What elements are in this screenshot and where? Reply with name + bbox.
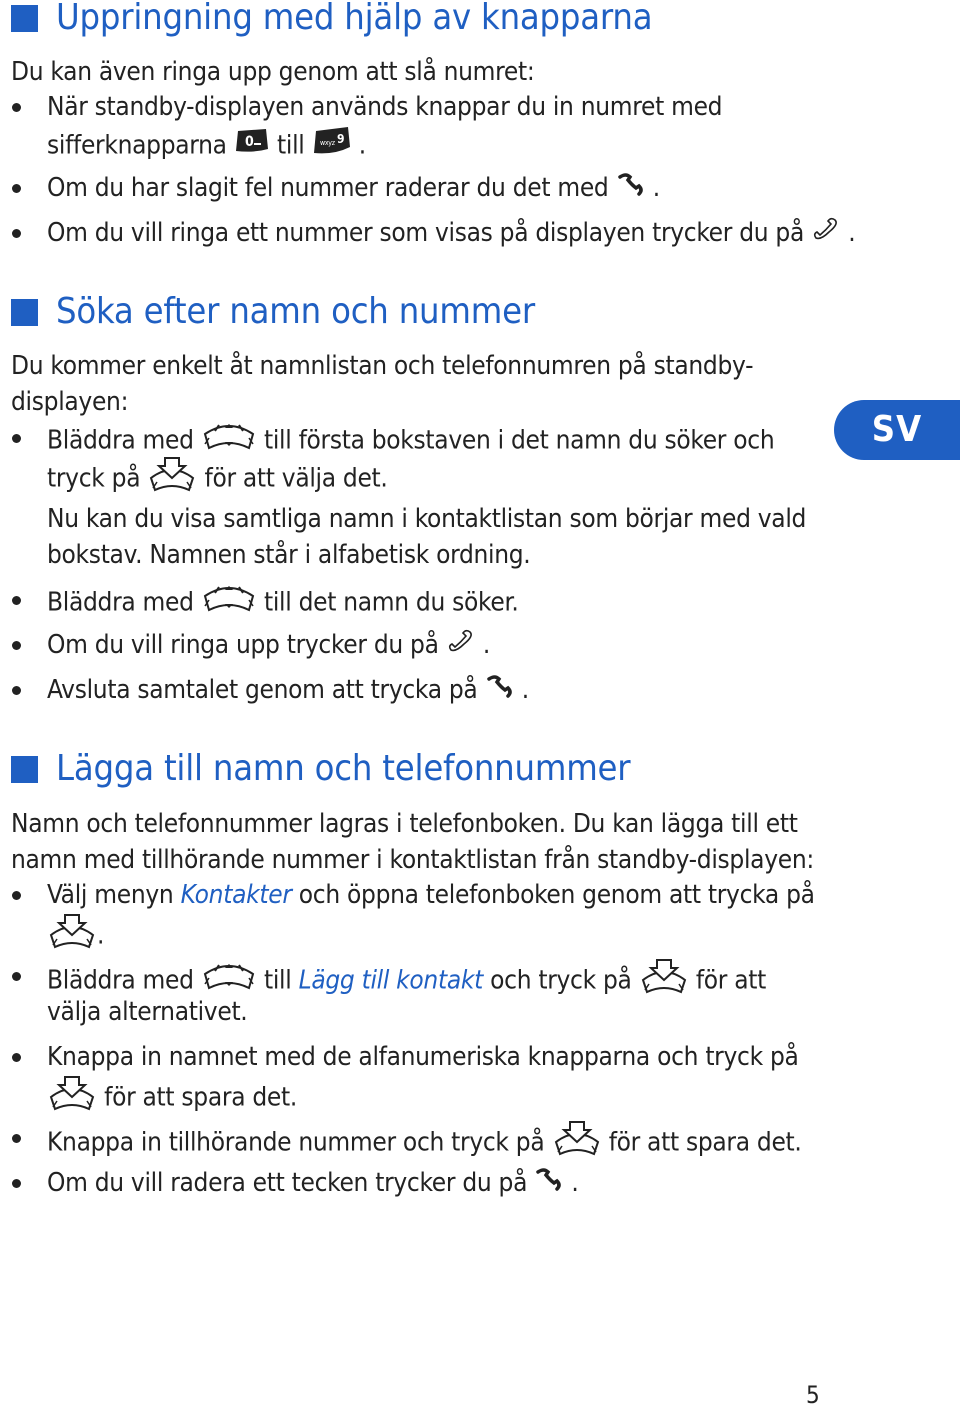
select-key-icon <box>552 1120 602 1166</box>
section3-bullet2-line2: välja alternativet. <box>47 997 248 1027</box>
scroll-key-icon <box>201 582 257 624</box>
end-call-key-icon <box>616 171 646 207</box>
end-call-key-icon <box>485 673 515 709</box>
section2-bullet2 <box>47 582 519 624</box>
text: Avsluta samtalet genom att trycka på <box>47 675 478 705</box>
bullet <box>12 596 21 605</box>
svg-text:0: 0 <box>244 134 254 150</box>
text: Bläddra med <box>47 425 194 456</box>
section2-para-line1: Nu kan du visa samtliga namn i kontaktlistan som börjar med vald <box>47 504 807 534</box>
section1-title: Uppringning med hjälp av knapparna <box>56 0 653 38</box>
language-tab-label: SV <box>871 409 923 450</box>
text: . <box>482 630 491 660</box>
page-number: 5 <box>806 1381 820 1409</box>
section2-para-line2: bokstav. Namnen står i alfabetisk ordning. <box>47 540 531 570</box>
text: tryck på <box>47 463 141 494</box>
section2-bullet1-line2 <box>47 456 388 502</box>
text: för att välja det. <box>204 463 388 494</box>
text: Om du vill ringa upp trycker du på <box>47 630 439 660</box>
text: . <box>848 218 856 248</box>
text: Välj menyn <box>47 880 174 910</box>
section1-bullet1-line2 <box>47 125 366 167</box>
section2-title: Söka efter namn och nummer <box>56 291 535 332</box>
bullet <box>12 103 21 112</box>
text: Om du vill ringa ett nummer som visas på displayen trycker du på <box>47 218 805 248</box>
text: till första bokstaven i det namn du söker och <box>263 425 775 456</box>
bullet <box>12 641 21 650</box>
section3-bullet1-line1 <box>47 877 815 913</box>
text: sifferknapparna <box>47 130 227 161</box>
bullet <box>12 1179 21 1188</box>
section3-bullet4 <box>47 1120 802 1166</box>
key-9-wxyz-icon <box>312 125 352 167</box>
bullet <box>12 1053 21 1062</box>
section-marker <box>11 5 38 32</box>
bullet <box>12 1134 21 1143</box>
section-marker <box>11 756 38 783</box>
text: Om du har slagit fel nummer raderar du det med <box>47 173 609 203</box>
call-key-icon <box>811 216 841 252</box>
section3-intro-line1: Namn och telefonnummer lagras i telefonboken. Du kan lägga till ett <box>11 809 798 839</box>
section3-bullet3-line1: Knappa in namnet med de alfanumeriska knapparna och tryck på <box>47 1042 799 1072</box>
text: . <box>652 173 660 203</box>
bullet <box>12 184 21 193</box>
section2-intro-line1: Du kommer enkelt åt namnlistan och telefonnumren på standby- <box>11 351 754 381</box>
text: Om du vill radera ett tecken trycker du på <box>47 1168 528 1198</box>
section1-bullet2 <box>47 170 660 207</box>
language-tab <box>834 400 960 460</box>
text: till <box>263 965 292 996</box>
section3-title: Lägga till namn och telefonnummer <box>56 748 631 789</box>
text: Knappa in tillhörande nummer och tryck på <box>47 1127 545 1158</box>
text: Bläddra med <box>47 587 194 618</box>
section2-bullet3 <box>47 627 490 664</box>
svg-text:wxyz: wxyz <box>319 139 335 147</box>
text: för att spara det. <box>608 1127 802 1158</box>
text: och öppna telefonboken genom att trycka på <box>298 880 815 910</box>
end-call-key-icon <box>534 1166 564 1202</box>
text: till <box>277 130 305 161</box>
section1-bullet1-line1: När standby-displayen används knappar du in numret med <box>47 92 723 122</box>
section1-intro: Du kan även ringa upp genom att slå numret: <box>11 57 535 87</box>
bullet <box>12 434 21 443</box>
section3-bullet3-line2 <box>47 1075 297 1121</box>
text: för att spara det. <box>104 1082 297 1113</box>
bullet <box>12 891 21 900</box>
text: för att <box>695 965 767 996</box>
bullet <box>12 972 21 981</box>
text: Bläddra med <box>47 965 194 996</box>
select-key-icon <box>639 958 689 1004</box>
text: till det namn du söker. <box>263 587 519 618</box>
select-key-icon <box>147 456 197 502</box>
section2-bullet4 <box>47 672 529 709</box>
text: och tryck på <box>490 965 632 996</box>
bullet <box>12 686 21 695</box>
text: . <box>571 1168 579 1198</box>
section1-bullet3 <box>47 215 855 252</box>
section2-intro-line2: displayen: <box>11 387 129 417</box>
section3-bullet1-line2 <box>47 913 104 959</box>
section3-bullet5 <box>47 1165 579 1202</box>
key-0-icon <box>234 127 270 165</box>
bullet <box>12 229 21 238</box>
select-key-icon <box>47 1075 97 1121</box>
menu-link-lagg-till-kontakt: Lägg till kontakt <box>298 965 483 996</box>
section-marker <box>11 299 38 326</box>
text: . <box>358 130 366 161</box>
svg-text:9: 9 <box>336 132 344 146</box>
text: . <box>521 675 529 705</box>
text: . <box>97 920 105 951</box>
menu-link-kontakter: Kontakter <box>180 880 292 910</box>
section3-intro-line2: namn med tillhörande nummer i kontaktlistan från standby-displayen: <box>11 845 814 875</box>
select-key-icon <box>47 913 97 959</box>
call-key-icon <box>446 628 476 664</box>
